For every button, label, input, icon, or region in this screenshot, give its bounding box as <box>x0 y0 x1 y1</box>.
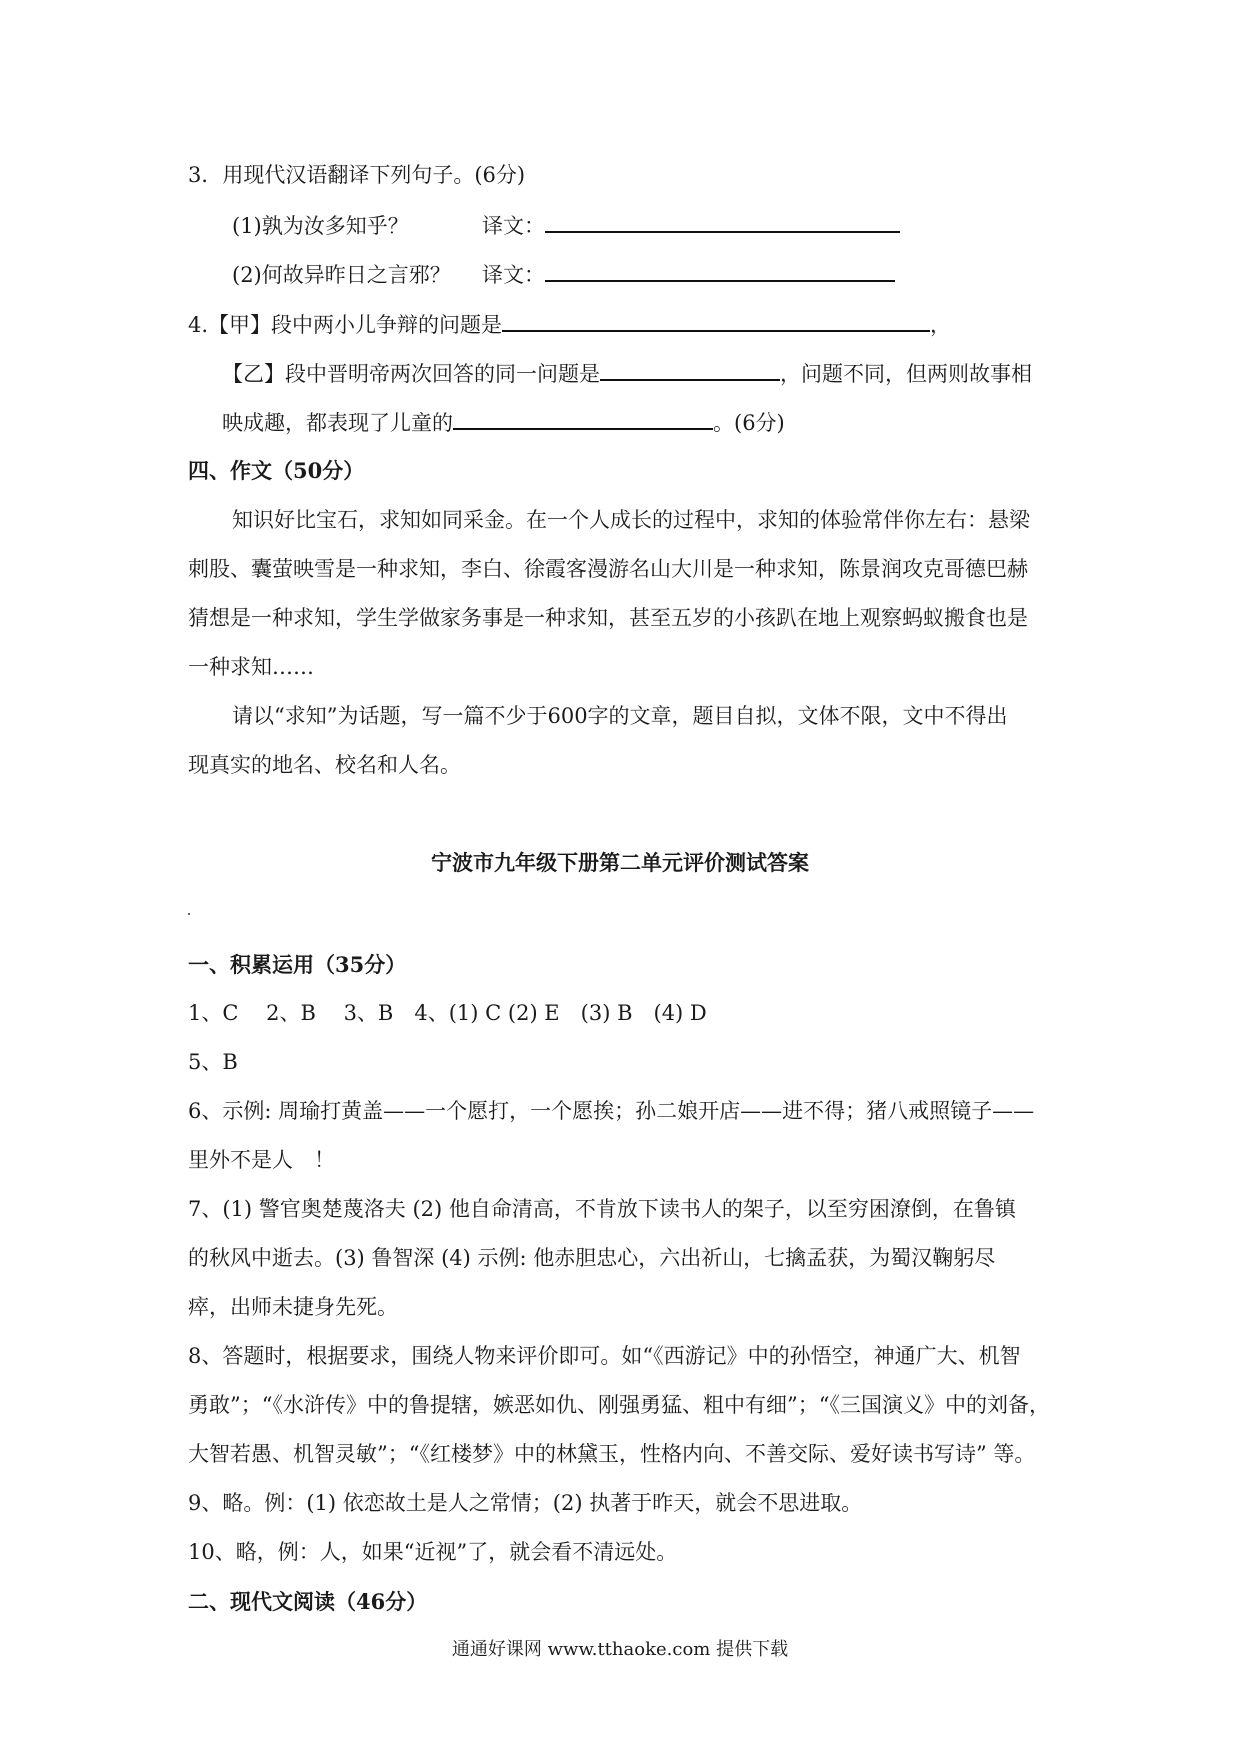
composition-p1-line-4: 一种求知…… <box>188 655 314 679</box>
q3-heading: 3．用现代汉语翻译下列句子。(6分) <box>188 163 526 187</box>
page-footer: 通通好课网 www.tthaoke.com 提供下载 <box>451 1639 789 1660</box>
answer-line-10: 大智若愚、机智灵敏”；“《红楼梦》中的林黛玉，性格内向、不善交际、爱好读书写诗” 等。 <box>188 1442 1036 1466</box>
q4-line-1 <box>188 308 951 340</box>
q4-line-3-text-b: 。(6分) <box>713 411 785 435</box>
composition-p1-line-3: 猜想是一种求知，学生学做家务事是一种求知，甚至五岁的小孩趴在地上观察蚂蚁搬食也是 <box>188 606 1028 630</box>
q3-sentence-1-row <box>232 209 900 241</box>
answer-line-7: 瘁，出师未捷身先死。 <box>188 1295 398 1319</box>
composition-p2-line-1: 请以“求知”为话题，写一篇不少于600字的文章，题目自拟，文体不限，文中不得出 <box>232 704 1008 728</box>
q3-sentence-2-row <box>232 258 895 290</box>
answers-section-2-heading: 二、现代文阅读（46分） <box>188 1589 428 1614</box>
answer-line-5: 7、(1) 警官奥楚蔑洛夫 (2) 他自命清高，不肯放下读书人的架子，以至穷困潦倒，在鲁镇 <box>188 1197 1016 1221</box>
q4-line-2-text-a: 【乙】段中晋明帝两次回答的同一问题是 <box>222 362 600 386</box>
q3-sentence-2: (2)何故异昨日之言邪？ <box>232 263 451 287</box>
translation-blank-2[interactable] <box>545 258 895 282</box>
answer-line-11: 9、略。例：(1) 依恋故土是人之常情；(2) 执著于昨天，就会不思进取。 <box>188 1491 863 1515</box>
answer-line-3: 6、示例: 周瑜打黄盖——一个愿打，一个愿挨；孙二娘开店——进不得；猪八戒照镜子—— <box>188 1099 1035 1123</box>
q4-line-3-text-a: 映成趣，都表现了儿童的 <box>222 411 453 435</box>
answer-line-4: 里外不是人 ！ <box>188 1148 335 1172</box>
q4-line-3 <box>222 406 785 438</box>
answer-line-6: 的秋风中逝去。(3) 鲁智深 (4) 示例: 他赤胆忠心，六出祈山，七擒孟获，为蜀汉鞠躬尽 <box>188 1246 996 1270</box>
translation-label-1: 译文： <box>482 214 545 238</box>
answer-line-2: 5、B <box>188 1050 238 1074</box>
q3-sentence-1: (1)孰为汝多知乎？ <box>232 214 409 238</box>
q4-line-1-text: 4.【甲】段中两小儿争辩的问题是 <box>188 313 503 337</box>
q4-line-2-text-b: ，问题不同，但两则故事相 <box>780 362 1032 386</box>
answer-line-9: 勇敢”；“《水浒传》中的鲁提辖，嫉恶如仇、刚强勇猛、粗中有细”；“《三国演义》中的刘备， <box>188 1393 1050 1417</box>
answer-line-1: 1、C 2、B 3、B 4、(1) C (2) E (3) B (4) D <box>188 1001 707 1025</box>
answer-line-12: 10、略，例：人，如果“近视”了，就会看不清远处。 <box>188 1540 678 1564</box>
q4-blank-2[interactable] <box>600 357 780 381</box>
q4-blank-1[interactable] <box>502 308 930 332</box>
answer-line-8: 8、答题时，根据要求，围绕人物来评价即可。如“《西游记》中的孙悟空，神通广大、机智 <box>188 1344 1021 1368</box>
q4-line-1-end: ， <box>930 313 952 337</box>
composition-p1-line-2: 刺股、囊萤映雪是一种求知，李白、徐霞客漫游名山大川是一种求知，陈景润攻克哥德巴赫 <box>188 557 1028 581</box>
answers-section-1-heading: 一、积累运用（35分） <box>188 952 407 977</box>
q4-blank-3[interactable] <box>453 406 713 430</box>
answers-title: 宁波市九年级下册第二单元评价测试答案 <box>431 850 809 875</box>
composition-p2-line-2: 现真实的地名、校名和人名。 <box>188 753 461 777</box>
scan-speck <box>188 913 190 915</box>
translation-blank-1[interactable] <box>545 209 900 233</box>
composition-heading: 四、作文（50分） <box>188 458 365 483</box>
translation-label-2: 译文： <box>482 263 545 287</box>
q4-line-2 <box>222 357 1032 389</box>
composition-p1-line-1: 知识好比宝石，求知如同采金。在一个人成长的过程中，求知的体验常伴你左右：悬梁 <box>232 508 1030 532</box>
